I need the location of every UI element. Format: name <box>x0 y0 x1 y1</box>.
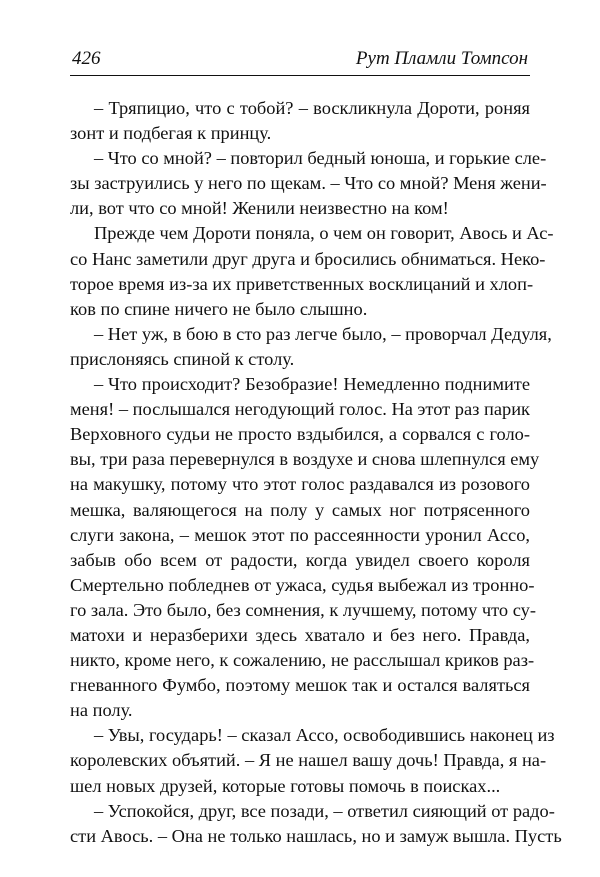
text-line: Верховного судьи не просто вздыбился, а сорвался с голо- <box>70 424 530 445</box>
paragraph <box>70 372 540 723</box>
text-line: сти Авось. – Она не только нашлась, но и замуж вышла. Пусть <box>70 825 562 846</box>
page-number: 426 <box>72 48 101 69</box>
paragraph <box>70 799 562 849</box>
text-line: слуги закона, – мешок этот по рассеянности уронил Ассо, <box>70 524 530 545</box>
text-line: Прежде чем Дороти поняла, о чем он говорит, Авось и Ас- <box>94 223 554 244</box>
text-line: забыв обо всем от радости, когда увидел своего короля <box>70 549 530 570</box>
text-line: шел новых друзей, которые готовы помочь в поисках... <box>70 775 501 796</box>
page-header <box>70 41 530 76</box>
text-line: меня! – послышался негодующий голос. На этот раз парик <box>70 399 530 420</box>
text-line: зонт и подбегая к принцу. <box>70 123 272 144</box>
text-line: вы, три раза перевернулся в воздухе и снова шлепнулся ему <box>70 449 540 470</box>
body-text <box>70 96 562 849</box>
running-title: Рут Пламли Томпсон <box>355 48 528 69</box>
paragraph <box>70 322 552 372</box>
text-line: Смертельно побледнев от ужаса, судья выбежал из тронно- <box>70 574 535 595</box>
text-line: гневанного Фумбо, поэтому мешок так и остался валяться <box>70 675 530 696</box>
paragraph <box>70 96 530 146</box>
paragraph <box>70 723 555 798</box>
paragraph <box>70 221 554 321</box>
text-line: матохи и неразберихи здесь хватало и без него. Правда, <box>70 624 530 645</box>
text-line: – Увы, государь! – сказал Ассо, освободившись наконец из <box>94 725 555 746</box>
text-line: го зала. Это было, без сомнения, к лучшему, потому что су- <box>70 599 536 620</box>
text-line: мешка, валяющегося на полу у самых ног потрясенного <box>70 499 530 520</box>
text-line: прислоняясь спиной к столу. <box>70 348 295 369</box>
text-line: – Тряпицио, что с тобой? – воскликнула Дороти, роняя <box>94 98 530 118</box>
text-line: – Успокойся, друг, все позади, – ответил сияющий от радо- <box>94 800 555 821</box>
text-line: на макушку, потому что этот голос раздавался из розового <box>70 474 530 495</box>
text-line: никто, кроме него, к сожалению, не расслышал криков раз- <box>70 650 535 671</box>
paragraph <box>70 146 547 221</box>
text-line: – Что происходит? Безобразие! Немедленно поднимите <box>94 374 530 395</box>
text-line: зы заструились у него по щекам. – Что со мной? Меня жени- <box>70 173 547 194</box>
text-line: на полу. <box>70 700 133 721</box>
text-line: – Нет уж, в бою в сто раз легче было, – проворчал Дедуля, <box>94 323 552 344</box>
text-line: со Нанс заметили друг друга и бросились обниматься. Неко- <box>70 248 546 269</box>
text-line: торое время из-за их приветственных восклицаний и хлоп- <box>70 273 534 294</box>
text-line: ков по спине ничего не было слышно. <box>70 298 368 319</box>
text-line: королевских объятий. – Я не нашел вашу дочь! Правда, я на- <box>70 750 547 771</box>
text-line: – Что со мной? – повторил бедный юноша, и горькие сле- <box>94 148 547 169</box>
text-line: ли, вот что со мной! Женили неизвестно на ком! <box>70 198 449 219</box>
